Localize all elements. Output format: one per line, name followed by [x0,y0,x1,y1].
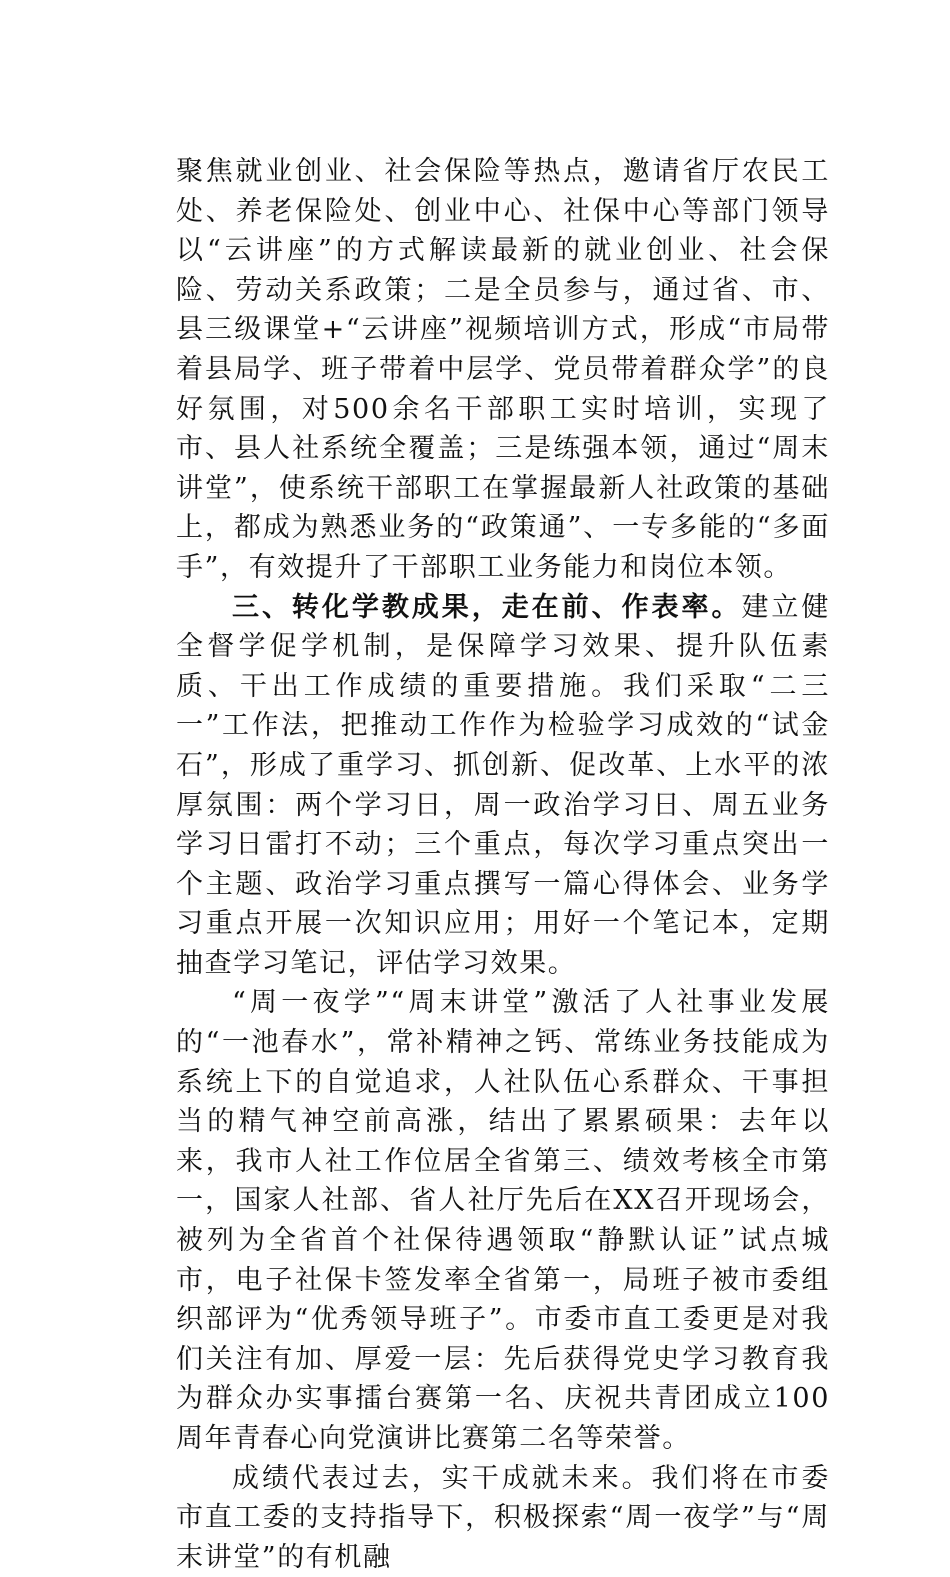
document-body [176,152,830,1577]
section-three-heading: 三、转化学教成果，走在前、作表率。 [232,591,742,623]
paragraph-future: 成绩代表过去，实干成就未来。我们将在市委市直工委的支持指导下，积极探索“周一夜学”与“周末讲堂”的有机融 [176,1462,830,1573]
section-three-body: 建立健全督学促学机制，是保障学习效果、提升队伍素质、干出工作成绩的重要措施。我们采取“二三一”工作法，把推动工作作为检验学习成效的“试金石”，形成了重学习、抓创新、促改革、上水平的浓厚氛围：两个学习日，周一政治学习日、周五业务学习日雷打不动；三个重点，每次学习重点突出一个主题、政治学习重点撰写一篇心得体会、业务学习重点开展一次知识应用；用好一个笔记本，定期抽查学习笔记，评估学习效果。 [176,591,830,979]
paragraph-section-three [176,588,830,984]
paragraph-training-continued: 聚焦就业创业、社会保险等热点，邀请省厅农民工处、养老保险处、创业中心、社保中心等部门领导以“云讲座”的方式解读最新的就业创业、社会保险、劳动关系政策；二是全员参与，通过省、市、县三级课堂+“云讲座”视频培训方式，形成“市局带着县局学、班子带着中层学、党员带着群众学”的良好氛围，对500余名干部职工实时培训，实现了市、县人社系统全覆盖；三是练强本领，通过“周末讲堂”，使系统干部职工在掌握最新人社政策的基础上，都成为熟悉业务的“政策通”、一专多能的“多面手”，有效提升了干部职工业务能力和岗位本领。 [176,156,830,583]
paragraph-results: “周一夜学”“周末讲堂”激活了人社事业发展的“一池春水”，常补精神之钙、常练业务技能成为系统上下的自觉追求，人社队伍心系群众、干事担当的精气神空前高涨，结出了累累硕果：去年以来，我市人社工作位居全省第三、绩效考核全市第一，国家人社部、省人社厅先后在XX召开现场会，被列为全省首个社保待遇领取“静默认证”试点城市，电子社保卡签发率全省第一，局班子被市委组织部评为“优秀领导班子”。市委市直工委更是对我们关注有加、厚爱一层：先后获得党史学习教育我为群众办实事擂台赛第一名、庆祝共青团成立100周年青春心向党演讲比赛第二名等荣誉。 [176,987,830,1454]
